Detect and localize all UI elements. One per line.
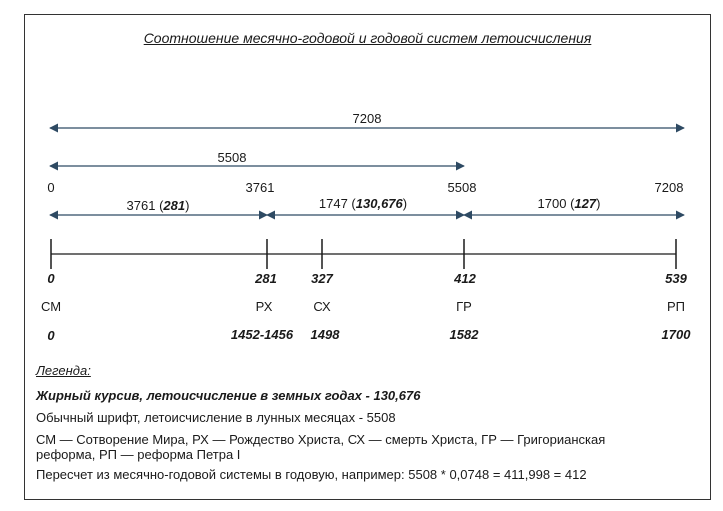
scale-mark-3761: 3761 bbox=[245, 180, 275, 195]
scale-mark-7208: 7208 bbox=[654, 180, 684, 195]
point-lunar-sh: 327 bbox=[311, 271, 333, 286]
point-code-sm: СМ bbox=[40, 299, 62, 314]
legend-line-plain: Обычный шрифт, летоисчисление в лунных месяцах - 5508 bbox=[36, 410, 396, 425]
diagram-title: Соотношение месячно-годовой и годовой систем летоисчисления bbox=[143, 30, 592, 46]
legend-line-abbrev-2: реформа, РП — реформа Петра I bbox=[36, 447, 241, 462]
scale-mark-5508: 5508 bbox=[447, 180, 477, 195]
point-year-gr: 1582 bbox=[449, 327, 479, 342]
point-code-rp: РП bbox=[666, 299, 686, 314]
legend-title: Легенда: bbox=[36, 363, 91, 378]
segment-label-3: 1700 (127) bbox=[537, 196, 601, 211]
point-lunar-rh: 281 bbox=[255, 271, 277, 286]
point-year-rh: 1452-1456 bbox=[230, 327, 294, 342]
point-year-sm: 0 bbox=[47, 328, 55, 343]
span-label-5508: 5508 bbox=[217, 150, 247, 165]
point-lunar-sm: 0 bbox=[47, 271, 55, 286]
legend-line-conversion: Пересчет из месячно-годовой системы в годовую, например: 5508 * 0,0748 = 411,998 = 412 bbox=[36, 467, 587, 482]
point-year-rp: 1700 bbox=[661, 327, 691, 342]
point-code-gr: ГР bbox=[456, 299, 472, 314]
legend-line-abbrev-1: СМ — Сотворение Мира, РХ — Рождество Христа, СХ — смерть Христа, ГР — Григорианская bbox=[36, 432, 606, 447]
point-lunar-rp: 539 bbox=[665, 271, 687, 286]
segment-label-2: 1747 (130,676) bbox=[318, 196, 408, 211]
point-code-rh: РХ bbox=[255, 299, 273, 314]
scale-mark-0: 0 bbox=[47, 180, 55, 195]
segment-label-1: 3761 (281) bbox=[126, 198, 190, 213]
point-year-sh: 1498 bbox=[310, 327, 340, 342]
legend-line-bold: Жирный курсив, летоисчисление в земных годах - 130,676 bbox=[36, 388, 421, 403]
point-code-sh: СХ bbox=[313, 299, 331, 314]
span-label-7208: 7208 bbox=[352, 111, 382, 126]
point-lunar-gr: 412 bbox=[454, 271, 476, 286]
